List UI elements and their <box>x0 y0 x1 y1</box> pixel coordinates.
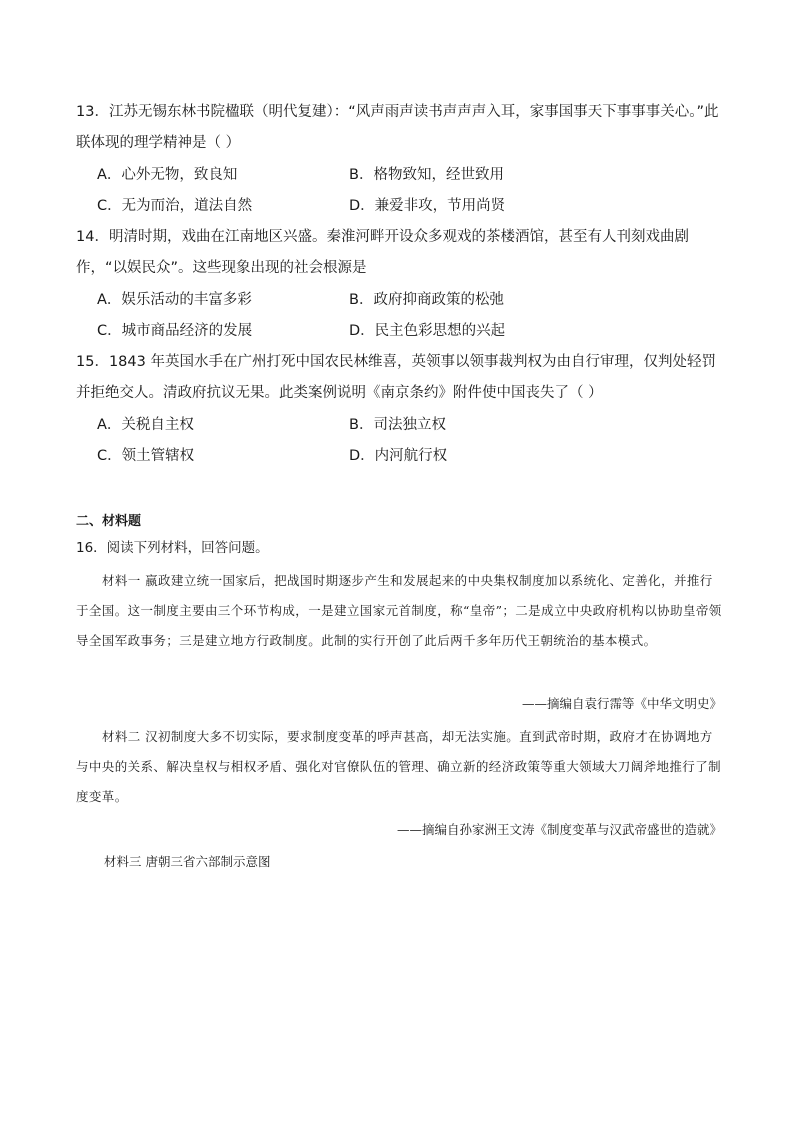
question-15-stem: 15．1843 年英国水手在广州打死中国农民林维喜，英领事以领事裁判权为由自行审理，仅判处轻罚并拒绝交人。清政府抗议无果。此类案例说明《南京条约》附件使中国丧失了（ ） <box>76 354 716 401</box>
q15-option-c: C．领土管辖权 <box>97 448 195 464</box>
q15-option-a: A．关税自主权 <box>97 417 194 433</box>
q15-option-b: B．司法独立权 <box>349 417 446 433</box>
material-2-text: 材料二 汉初制度大多不切实际，要求制度变革的呼声甚高，却无法实施。直到武帝时期，政府才在协调地方与中央的关系、解决皇权与相权矛盾、强化对官僚队伍的管理、确立新的经济政策等重大领域大刀阔斧地推行了制度变革。 <box>76 729 722 804</box>
material-1-source: ——摘编自袁行霈等《中华文明史》 <box>521 696 722 711</box>
material-2-source: ——摘编自孙家洲王文涛《制度变革与汉武帝盛世的造就》 <box>396 822 722 837</box>
material-3-caption: 材料三 唐朝三省六部制示意图 <box>104 854 271 869</box>
q13-option-c: C．无为而治，道法自然 <box>97 198 253 214</box>
question-13-stem: 13．江苏无锡东林书院楹联（明代复建）：“风声雨声读书声声声入耳，家事国事天下事事事关心。”此联体现的理学精神是（ ） <box>76 104 719 151</box>
q14-option-c: C．城市商品经济的发展 <box>97 323 253 339</box>
q14-option-a: A．娱乐活动的丰富多彩 <box>97 292 252 308</box>
material-1-text: 材料一 嬴政建立统一国家后，把战国时期逐步产生和发展起来的中央集权制度加以系统化、定善化，并推行于全国。这一制度主要由三个环节构成，一是建立国家元首制度，称“皇帝”；二是成立中央政府机构以协助皇帝领导全国军政事务；三是建立地方行政制度。此制的实行开创了此后两千多年历代王朝统治的基本模式。 <box>76 573 722 648</box>
section-heading: 二、材料题 <box>76 514 142 529</box>
q14-option-d: D．民主色彩思想的兴起 <box>349 323 506 339</box>
q15-option-d: D．内河航行权 <box>349 448 448 464</box>
q13-option-a: A．心外无物，致良知 <box>97 167 238 183</box>
q13-option-d: D．兼爱非攻，节用尚贤 <box>349 198 506 214</box>
question-16-prompt: 16．阅读下列材料，回答问题。 <box>76 540 269 556</box>
question-14-stem: 14．明清时期，戏曲在江南地区兴盛。秦淮河畔开设众多观戏的茶楼酒馆，甚至有人刊刻戏曲剧作，“以娱民众”。这些现象出现的社会根源是 <box>76 229 689 276</box>
q13-option-b: B．格物致知，经世致用 <box>349 167 504 183</box>
q14-option-b: B．政府抑商政策的松弛 <box>349 292 504 308</box>
